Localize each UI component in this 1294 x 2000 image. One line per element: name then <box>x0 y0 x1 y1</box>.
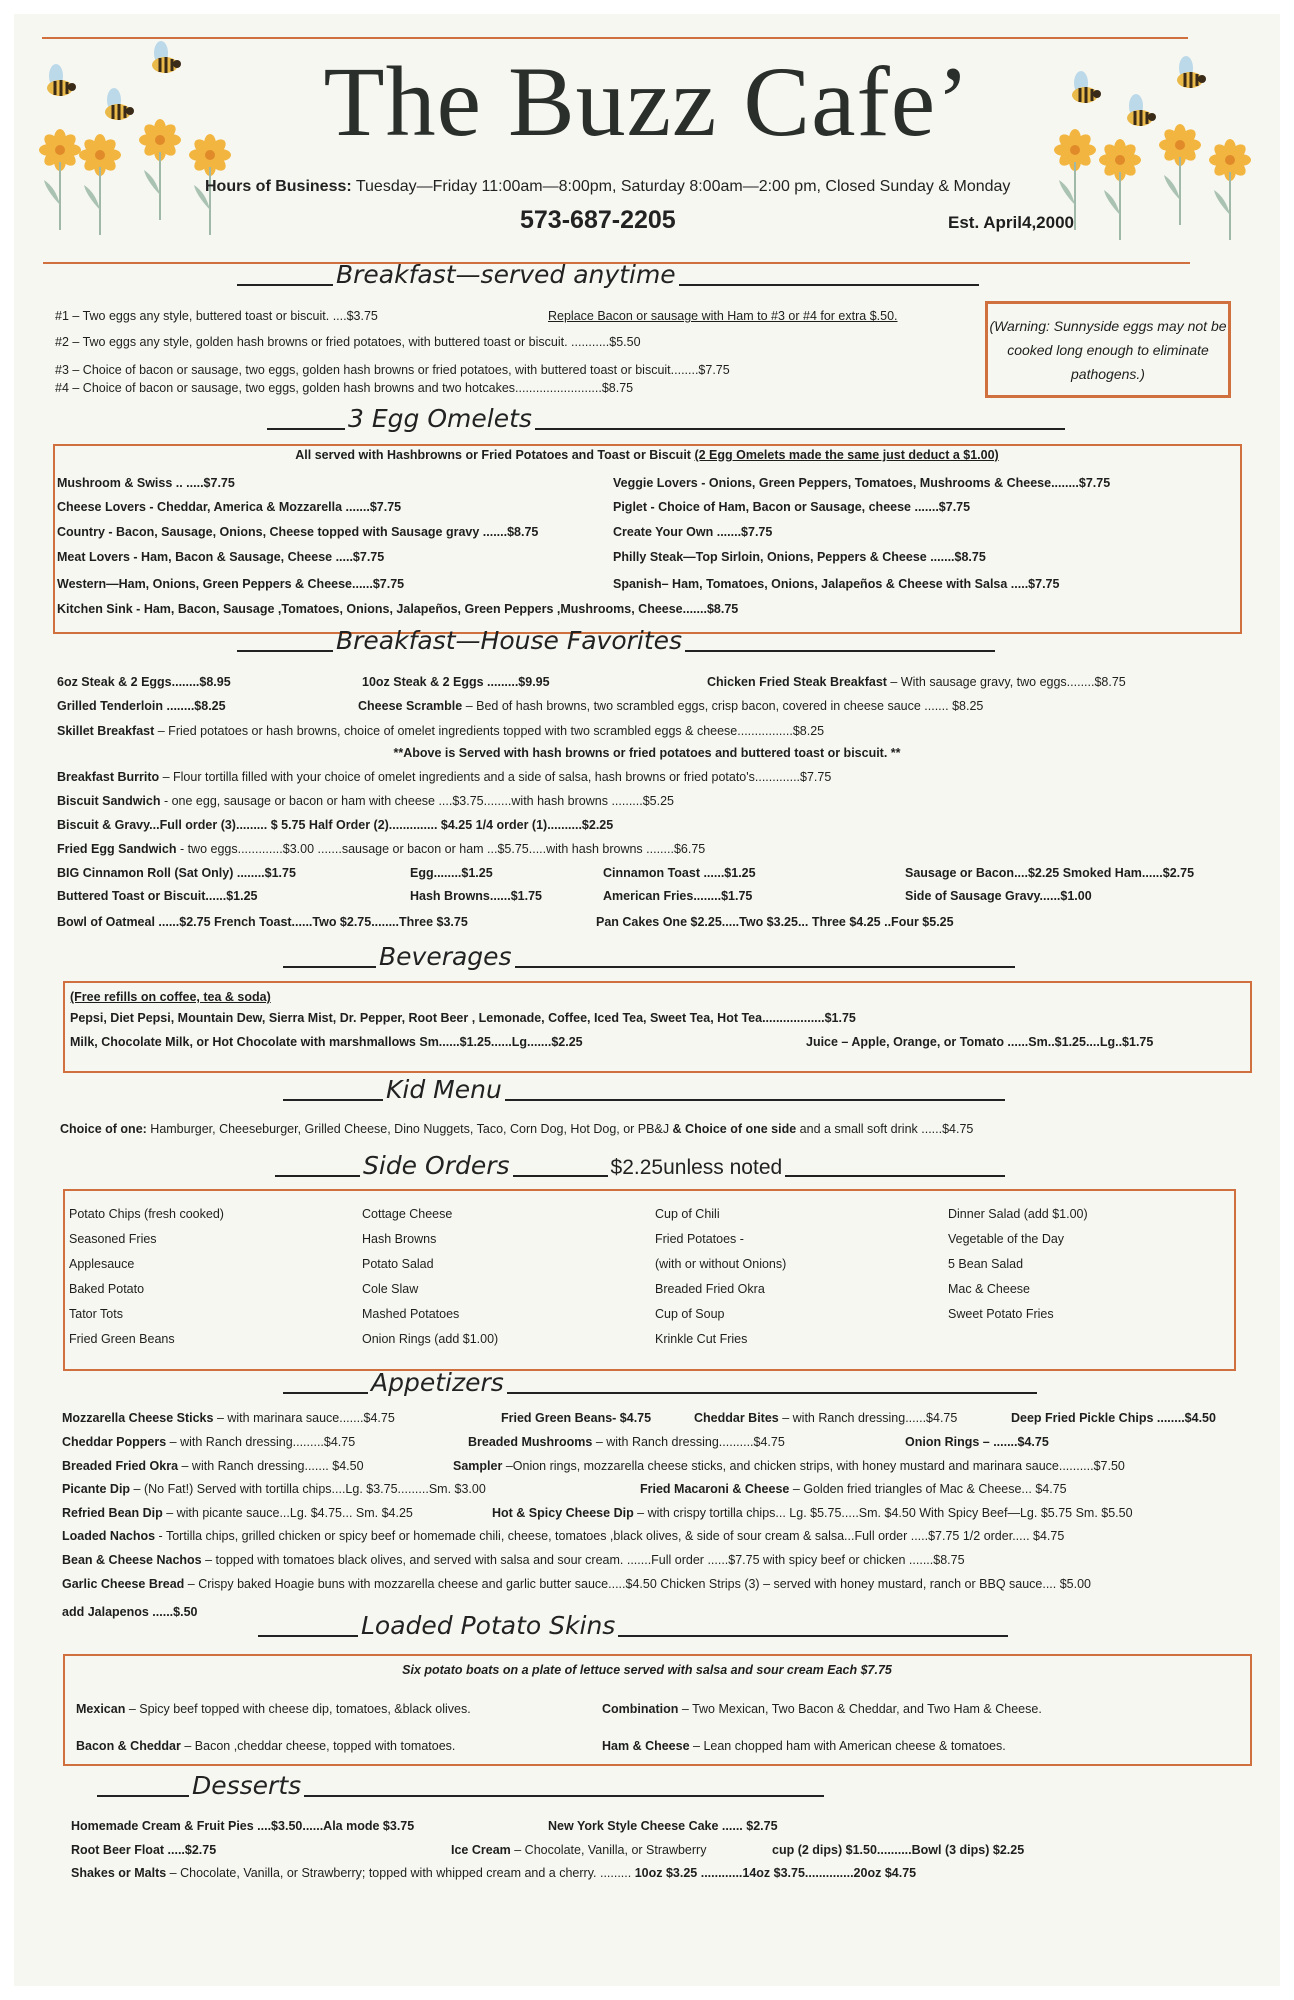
item-name: Biscuit Sandwich <box>57 794 161 808</box>
side-item: Dinner Salad (add $1.00) <box>948 1207 1088 1221</box>
side-item: (with or without Onions) <box>655 1257 787 1271</box>
note-text: All served with Hashbrowns or Fried Potatoes and Toast or Biscuit <box>295 448 695 462</box>
menu-item <box>57 500 401 514</box>
item-name: Cinnamon Toast ......$1.25 <box>603 866 756 880</box>
item-description: – with Ranch dressing..........$4.75 <box>592 1435 785 1449</box>
menu-row <box>0 842 1294 860</box>
menu-item <box>55 309 378 323</box>
item-name: 10oz Steak & 2 Eggs .........$9.95 <box>362 675 550 689</box>
menu-item <box>57 770 831 784</box>
menu-item <box>71 1866 916 1880</box>
menu-row <box>0 1435 1294 1453</box>
menu-item <box>57 602 738 616</box>
menu-item <box>603 866 756 880</box>
menu-row <box>0 866 1294 884</box>
item-description: #4 – Choice of bacon or sausage, two eggs, golden hash browns and two hotcakes.........................$8.75 <box>55 381 634 395</box>
side-item: Breaded Fried Okra <box>655 1282 765 1296</box>
item-name: Grilled Tenderloin ........$8.25 <box>57 699 226 713</box>
menu-item <box>640 1482 1067 1496</box>
hours-of-business <box>205 178 1010 196</box>
menu-item <box>57 476 235 490</box>
kid-choices: Hamburger, Cheeseburger, Grilled Cheese, Dino Nuggets, Taco, Corn Dog, Hot Dog, or PB&J <box>146 1122 673 1136</box>
item-name: New York Style Cheese Cake ...... $2.75 <box>548 1819 778 1833</box>
item-name: BIG Cinnamon Roll (Sat Only) ........$1.75 <box>57 866 296 880</box>
menu-item <box>57 550 384 564</box>
menu-item <box>548 1819 778 1833</box>
section-heading-omelets <box>267 404 1065 433</box>
heading-text: 3 Egg Omelets <box>348 404 532 433</box>
item-description: – with Ranch dressing....... $4.50 <box>178 1459 364 1473</box>
menu-row <box>0 500 1294 518</box>
menu-item <box>596 915 954 929</box>
potato-skins-note: Six potato boats on a plate of lettuce served with salsa and sour cream Each $7.75 <box>402 1663 892 1677</box>
heading-text: Desserts <box>192 1771 302 1800</box>
menu-item <box>71 1843 216 1857</box>
menu-row <box>0 818 1294 836</box>
menu-item <box>905 1435 1049 1449</box>
menu-row <box>0 746 1294 764</box>
item-name: Cheddar Poppers <box>62 1435 167 1449</box>
item-description: – Chocolate, Vanilla, or Strawberry <box>510 1843 707 1857</box>
item-name: Hash Browns......$1.75 <box>410 889 542 903</box>
menu-item <box>62 1605 197 1619</box>
heading-text: Breakfast—House Favorites <box>336 626 683 655</box>
menu-item <box>548 309 898 323</box>
item-description: –Onion rings, mozzarella cheese sticks, and chicken strips, with honey mustard and marinara sauce..........$7.50 <box>502 1459 1125 1473</box>
menu-item <box>602 1739 1006 1753</box>
menu-item <box>613 525 772 539</box>
menu-item <box>70 1035 583 1049</box>
item-description: – Golden fried triangles of Mac & Cheese... $4.75 <box>789 1482 1067 1496</box>
heading-text: Loaded Potato Skins <box>361 1611 616 1640</box>
menu-item <box>55 363 730 377</box>
item-description: Piglet - Choice of Ham, Bacon or Sausage, cheese .......$7.75 <box>613 500 971 514</box>
cafe-title: The Buzz Cafe’ <box>323 46 971 157</box>
menu-item <box>451 1843 706 1857</box>
hours-text: Tuesday—Friday 11:00am—8:00pm, Saturday 8:00am—2:00 pm, Closed Sunday & Monday <box>351 178 1011 195</box>
item-description: – Spicy beef topped with cheese dip, tomatoes, &black olives. <box>125 1702 471 1716</box>
item-name: cup (2 dips) $1.50..........Bowl (3 dips) $2.25 <box>772 1843 1025 1857</box>
side-item: Potato Salad <box>362 1257 434 1271</box>
item-description: – with Ranch dressing......$4.75 <box>778 1411 958 1425</box>
menu-item <box>468 1435 785 1449</box>
menu-item <box>55 335 641 349</box>
item-name: Deep Fried Pickle Chips ........$4.50 <box>1011 1411 1216 1425</box>
item-name: add Jalapenos ......$.50 <box>62 1605 198 1619</box>
item-description: Veggie Lovers - Onions, Green Peppers, Tomatoes, Mushrooms & Cheese........$7.75 <box>613 476 1111 490</box>
side-item: Onion Rings (add $1.00) <box>362 1332 499 1346</box>
item-name: Chicken Fried Steak Breakfast <box>707 675 887 689</box>
side-item: 5 Bean Salad <box>948 1257 1024 1271</box>
menu-row <box>0 675 1294 693</box>
menu-item <box>806 1035 1153 1049</box>
item-description: Spanish– Ham, Tomatoes, Onions, Jalapeños & Cheese with Salsa .....$7.75 <box>613 577 1060 591</box>
menu-row <box>0 550 1294 568</box>
item-name: Pepsi, Diet Pepsi, Mountain Dew, Sierra Mist, Dr. Pepper, Root Beer , Lemonade, Coffee, Iced Tea, Sweet Tea, Hot Tea..................$1.75 <box>70 1011 856 1025</box>
menu-row <box>0 1577 1294 1595</box>
side-column <box>362 1202 498 1352</box>
section-heading-beverages <box>283 942 1015 971</box>
menu-item <box>70 1011 856 1025</box>
item-name: Sausage or Bacon....$2.25 Smoked Ham......$2.75 <box>905 866 1195 880</box>
menu-item <box>57 915 468 929</box>
menu-item <box>62 1411 395 1425</box>
item-name: Buttered Toast or Biscuit......$1.25 <box>57 889 258 903</box>
side-item: Seasoned Fries <box>69 1232 157 1246</box>
item-description: - one egg, sausage or bacon or ham with cheese ....$3.75........with hash browns .........$5.25 <box>160 794 674 808</box>
menu-item <box>62 1459 364 1473</box>
menu-row <box>0 1506 1294 1524</box>
item-description: – Two Mexican, Two Bacon & Cheddar, and Two Ham & Cheese. <box>678 1702 1042 1716</box>
item-name: Biscuit & Gravy...Full order (3)......... $ 5.75 Half Order (2).............. $4.25 1/4 order (1)..........$2.25 <box>57 818 614 832</box>
menu-item <box>62 1435 355 1449</box>
menu-item <box>453 1459 1125 1473</box>
side-item: Cole Slaw <box>362 1282 419 1296</box>
menu-item <box>602 1702 1042 1716</box>
item-description: #2 – Two eggs any style, golden hash browns or fried potatoes, with buttered toast or biscuit. ...........$5.50 <box>55 335 641 349</box>
menu-item <box>1011 1411 1216 1425</box>
menu-item <box>613 550 986 564</box>
side-item: Cup of Chili <box>655 1207 720 1221</box>
side-item: Sweet Potato Fries <box>948 1307 1054 1321</box>
section-heading-house-favorites <box>237 626 995 655</box>
menu-item <box>57 866 296 880</box>
menu-item <box>905 889 1092 903</box>
item-description: – Bed of hash browns, two scrambled eggs, crisp bacon, covered in cheese sauce ....... $8.25 <box>462 699 984 713</box>
menu-row <box>0 1819 1294 1837</box>
heading-text: Kid Menu <box>386 1075 502 1104</box>
menu-row <box>0 699 1294 717</box>
item-name: Ice Cream <box>451 1843 511 1857</box>
menu-item <box>410 889 542 903</box>
item-description: – (No Fat!) Served with tortilla chips....Lg. $3.75.........Sm. $3.00 <box>130 1482 486 1496</box>
kid-side-label: & Choice of one side <box>672 1122 797 1136</box>
menu-item <box>492 1506 1133 1520</box>
kid-menu-item <box>60 1122 973 1136</box>
item-description: – Bacon ,cheddar cheese, topped with tomatoes. <box>180 1739 456 1753</box>
item-name: Side of Sausage Gravy......$1.00 <box>905 889 1092 903</box>
menu-item <box>55 381 633 395</box>
item-description: - Tortilla chips, grilled chicken or spicy beef or homemade chili, cheese, tomatoes ,black olives, & side of sour cream & salsa...Full order .....$7.75 1/2 order..... $4.75 <box>155 1529 1065 1543</box>
kid-choice-label: Choice of one: <box>60 1122 147 1136</box>
item-name: American Fries........$1.75 <box>603 889 753 903</box>
item-name: Picante Dip <box>62 1482 131 1496</box>
section-heading-side-orders <box>275 1151 1005 1180</box>
item-name: Onion Rings – .......$4.75 <box>905 1435 1049 1449</box>
side-column <box>655 1202 786 1352</box>
heading-text: Breakfast—served anytime <box>336 260 676 289</box>
section-heading-kid-menu <box>283 1075 1005 1104</box>
side-item: Cottage Cheese <box>362 1207 453 1221</box>
item-description: Cheese Lovers - Cheddar, America & Mozzarella .......$7.75 <box>57 500 402 514</box>
side-item: Baked Potato <box>69 1282 145 1296</box>
item-name: Root Beer Float .....$2.75 <box>71 1843 217 1857</box>
item-description: Country - Bacon, Sausage, Onions, Cheese topped with Sausage gravy .......$8.75 <box>57 525 539 539</box>
omelets-note <box>0 448 1294 462</box>
menu-row <box>0 1553 1294 1571</box>
item-description: Kitchen Sink - Ham, Bacon, Sausage ,Tomatoes, Onions, Jalapeños, Green Peppers ,Mushrooms, Cheese.......$8.75 <box>57 602 739 616</box>
menu-item <box>613 577 1059 591</box>
menu-row <box>0 525 1294 543</box>
menu-row <box>0 990 1294 1008</box>
heading-text: Side Orders <box>363 1151 510 1180</box>
side-item: Vegetable of the Day <box>948 1232 1065 1246</box>
item-name: Bacon & Cheddar <box>76 1739 181 1753</box>
item-name: Cheddar Bites <box>694 1411 779 1425</box>
item-description: – with crispy tortilla chips... Lg. $5.75.....Sm. $4.50 With Spicy Beef—Lg. $5.75 Sm. $5.50 <box>633 1506 1133 1520</box>
menu-item <box>62 1577 1091 1591</box>
menu-item <box>57 577 404 591</box>
side-item: Mashed Potatoes <box>362 1307 460 1321</box>
menu-item <box>62 1482 486 1496</box>
item-name: Juice – Apple, Orange, or Tomato ......Sm..$1.25....Lg..$1.75 <box>806 1035 1154 1049</box>
item-name: Shakes or Malts <box>71 1866 167 1880</box>
note-underlined: (2 Egg Omelets made the same just deduct a $1.00) <box>694 448 999 462</box>
item-description: – Fried potatoes or hash browns, choice of omelet ingredients topped with two scrambled eggs & cheese................$8.25 <box>154 724 825 738</box>
kid-drink-price: and a small soft drink ......$4.75 <box>796 1122 974 1136</box>
section-heading-desserts <box>97 1771 824 1800</box>
side-column <box>948 1202 1088 1327</box>
item-name: Breakfast Burrito <box>57 770 160 784</box>
menu-item <box>358 699 983 713</box>
item-description: Western—Ham, Onions, Green Peppers & Cheese......$7.75 <box>57 577 405 591</box>
menu-item <box>362 675 550 689</box>
menu-row <box>0 794 1294 812</box>
item-description: – with picante sauce...Lg. $4.75... Sm. $4.25 <box>162 1506 413 1520</box>
menu-row <box>0 915 1294 933</box>
section-heading-appetizers <box>283 1368 1037 1397</box>
item-name: Loaded Nachos <box>62 1529 156 1543</box>
item-description: – Lean chopped ham with American cheese & tomatoes. <box>689 1739 1006 1753</box>
item-description: - two eggs.............$3.00 .......sausage or bacon or ham ...$5.75.....with hash browns ........$6.75 <box>176 842 706 856</box>
menu-row <box>0 602 1294 620</box>
item-name: Breaded Mushrooms <box>468 1435 593 1449</box>
item-description: #3 – Choice of bacon or sausage, two eggs, golden hash browns or fried potatoes, with buttered toast or biscuit........$7.75 <box>55 363 730 377</box>
item-price: 10oz $3.25 ............14oz $3.75..............20oz $4.75 <box>634 1866 917 1880</box>
item-name: Bowl of Oatmeal ......$2.75 French Toast......Two $2.75........Three $3.75 <box>57 915 468 929</box>
item-description: Replace Bacon or sausage with Ham to #3 or #4 for extra $.50. <box>548 309 898 323</box>
menu-item <box>57 724 824 738</box>
item-description: #1 – Two eggs any style, buttered toast or biscuit. ....$3.75 <box>55 309 378 323</box>
side-item: Hash Browns <box>362 1232 437 1246</box>
item-name: Fried Green Beans- $4.75 <box>501 1411 652 1425</box>
item-name: Hot & Spicy Cheese Dip <box>492 1506 634 1520</box>
item-description: – Chocolate, Vanilla, or Strawberry; topped with whipped cream and a cherry. ......... <box>166 1866 635 1880</box>
menu-item <box>70 990 271 1004</box>
menu-item <box>772 1843 1024 1857</box>
item-description: Meat Lovers - Ham, Bacon & Sausage, Cheese .....$7.75 <box>57 550 385 564</box>
item-description: – topped with tomatoes black olives, and served with salsa and sour cream. .......Full order ......$7.75 with spicy beef or chicken .......$8.75 <box>201 1553 965 1567</box>
item-name: **Above is Served with hash browns or fried potatoes and buttered toast or biscuit. ** <box>393 746 901 760</box>
item-name: Skillet Breakfast <box>57 724 155 738</box>
menu-item <box>603 889 752 903</box>
menu-row <box>0 1843 1294 1861</box>
menu-item <box>0 746 1294 760</box>
established-date: Est. April4,2000 <box>948 213 1074 232</box>
menu-row <box>0 1866 1294 1884</box>
heading-text: Appetizers <box>371 1368 504 1397</box>
divider <box>42 37 1188 39</box>
side-item: Krinkle Cut Fries <box>655 1332 748 1346</box>
menu-item <box>57 818 613 832</box>
item-name: Refried Bean Dip <box>62 1506 163 1520</box>
menu-item <box>613 476 1110 490</box>
item-name: Pan Cakes One $2.25.....Two $3.25... Three $4.25 ..Four $5.25 <box>596 915 954 929</box>
heading-text: Beverages <box>379 942 512 971</box>
menu-item <box>905 866 1194 880</box>
side-item: Applesauce <box>69 1257 135 1271</box>
item-description: – With sausage gravy, two eggs........$8.75 <box>886 675 1126 689</box>
menu-item <box>57 794 674 808</box>
item-name: Mozzarella Cheese Sticks <box>62 1411 214 1425</box>
menu-item <box>694 1411 957 1425</box>
phone-number: 573-687-2205 <box>520 206 676 234</box>
item-description: – with Ranch dressing.........$4.75 <box>166 1435 356 1449</box>
menu-row <box>0 476 1294 494</box>
item-name: 6oz Steak & 2 Eggs........$8.95 <box>57 675 231 689</box>
item-description: – with marinara sauce.......$4.75 <box>213 1411 395 1425</box>
item-description: – Crispy baked Hoagie buns with mozzarella cheese and garlic butter sauce.....$4.50 Chicken Strips (3) – served with honey mustard, ranch or BBQ sauce.... $5.00 <box>184 1577 1092 1591</box>
menu-row <box>0 1529 1294 1547</box>
menu-row <box>0 1011 1294 1029</box>
item-name: Fried Egg Sandwich <box>57 842 177 856</box>
menu-row <box>0 889 1294 907</box>
item-name: Breaded Fried Okra <box>62 1459 179 1473</box>
side-item: Potato Chips (fresh cooked) <box>69 1207 224 1221</box>
section-heading-potato-skins <box>258 1611 1008 1640</box>
item-name: (Free refills on coffee, tea & soda) <box>70 990 271 1004</box>
menu-item <box>57 525 538 539</box>
section-heading-breakfast <box>237 260 979 289</box>
warning-box: (Warning: Sunnyside eggs may not be cooked long enough to eliminate pathogens.) <box>985 301 1231 398</box>
side-item: Tator Tots <box>69 1307 123 1321</box>
menu-item <box>707 675 1126 689</box>
side-item: Fried Green Beans <box>69 1332 175 1346</box>
menu-item <box>410 866 493 880</box>
item-name: Mexican <box>76 1702 126 1716</box>
item-name: Egg........$1.25 <box>410 866 493 880</box>
menu-item <box>57 675 231 689</box>
menu-row <box>0 1739 1294 1757</box>
item-name: Milk, Chocolate Milk, or Hot Chocolate with marshmallows Sm......$1.25......Lg.......$2.25 <box>70 1035 583 1049</box>
menu-item <box>76 1702 471 1716</box>
menu-item <box>501 1411 651 1425</box>
side-item: Fried Potatoes - <box>655 1232 744 1246</box>
menu-row <box>0 1702 1294 1720</box>
menu-item <box>613 500 970 514</box>
menu-item <box>57 889 258 903</box>
menu-row <box>0 1459 1294 1477</box>
menu-item <box>62 1553 965 1567</box>
side-item: Cup of Soup <box>655 1307 725 1321</box>
item-name: Combination <box>602 1702 679 1716</box>
menu-item <box>76 1739 455 1753</box>
item-name: Garlic Cheese Bread <box>62 1577 185 1591</box>
menu-item <box>57 842 705 856</box>
side-price-note: $2.25unless noted <box>610 1156 783 1179</box>
item-description: Mushroom & Swiss .. .....$7.75 <box>57 476 235 490</box>
menu-row <box>0 1482 1294 1500</box>
menu-item <box>62 1529 1064 1543</box>
item-name: Homemade Cream & Fruit Pies ....$3.50......Ala mode $3.75 <box>71 1819 415 1833</box>
menu-row <box>0 770 1294 788</box>
menu-item <box>62 1506 413 1520</box>
item-name: Bean & Cheese Nachos <box>62 1553 202 1567</box>
menu-row <box>0 1411 1294 1429</box>
hours-label: Hours of Business: <box>205 178 352 195</box>
item-description: Create Your Own .......$7.75 <box>613 525 773 539</box>
item-name: Fried Macaroni & Cheese <box>640 1482 790 1496</box>
menu-row <box>0 577 1294 595</box>
item-description: Philly Steak—Top Sirloin, Onions, Peppers & Cheese .......$8.75 <box>613 550 986 564</box>
menu-item <box>71 1819 414 1833</box>
side-item: Mac & Cheese <box>948 1282 1030 1296</box>
item-name: Sampler <box>453 1459 503 1473</box>
item-name: Ham & Cheese <box>602 1739 690 1753</box>
menu-row <box>0 1035 1294 1053</box>
item-description: – Flour tortilla filled with your choice of omelet ingredients and a side of salsa, hash browns or fried potato's.............$7.75 <box>159 770 832 784</box>
menu-item <box>57 699 226 713</box>
menu-row <box>0 724 1294 742</box>
side-column <box>69 1202 224 1352</box>
item-name: Cheese Scramble <box>358 699 463 713</box>
